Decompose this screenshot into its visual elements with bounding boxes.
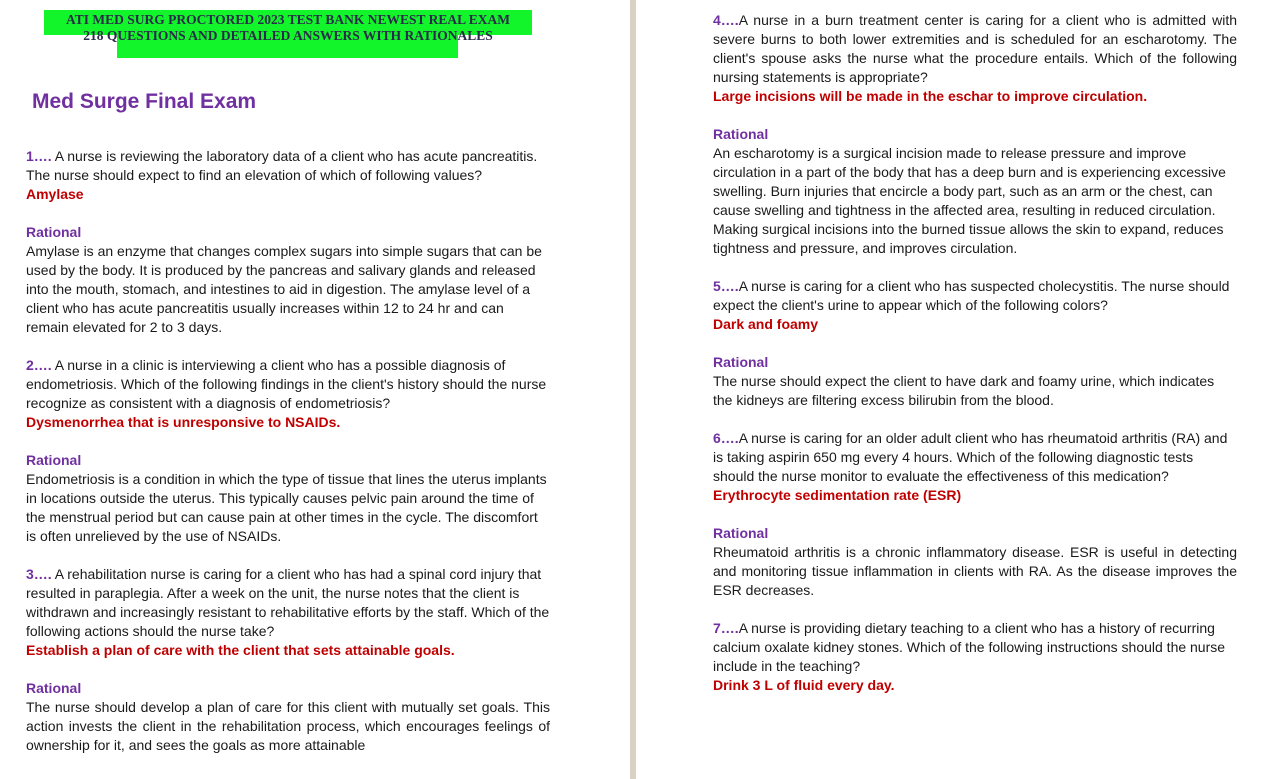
question-body: A rehabilitation nurse is caring for a client who has had a spinal cord injury that resulted in paraplegia. After a week on the unit, the nurse notes that the client is withdrawn and increasingly resistant to rehabilitative efforts by the staff. Which of the following actions should the nurse take? [26, 566, 550, 639]
answer-text: Drink 3 L of fluid every day. [713, 677, 895, 693]
question-number: 5…. [713, 278, 739, 294]
answer-text: Large incisions will be made in the eschar to improve circulation. [713, 88, 1148, 104]
question-item [713, 277, 1237, 410]
question-number: 6…. [713, 430, 739, 446]
question-item [713, 429, 1237, 600]
question-item [713, 11, 1237, 258]
answer-text: Establish a plan of care with the client that sets attainable goals. [26, 642, 455, 658]
document-title: Med Surge Final Exam [32, 90, 257, 113]
rationale-heading: Rational [26, 224, 82, 240]
answer-text: Amylase [26, 186, 84, 202]
rationale-heading: Rational [26, 680, 82, 696]
question-text [26, 565, 550, 641]
question-text [713, 277, 1237, 315]
question-body: A nurse is caring for a client who has suspected cholecystitis. The nurse should expect the client's urine to appear which of the following colors? [713, 278, 1230, 313]
question-number: 4…. [713, 12, 739, 28]
answer-text: Dysmenorrhea that is unresponsive to NSAIDs. [26, 414, 341, 430]
left-page [0, 0, 630, 779]
question-text [713, 429, 1237, 486]
question-body: A nurse in a clinic is interviewing a client who has a possible diagnosis of endometriosis. Which of the following findings in the client's history should the nurse recognize as consistent with a diagnosis of endometriosis? [26, 357, 547, 411]
question-item [26, 565, 550, 755]
question-body: A nurse is caring for an older adult client who has rheumatoid arthritis (RA) and is taking aspirin 650 mg every 4 hours. Which of the following diagnostic tests should the nurse monitor to evaluate the effectiveness of this medication? [713, 430, 1228, 484]
banner-text [44, 12, 532, 44]
banner-line-1: ATI MED SURG PROCTORED 2023 TEST BANK NEWEST REAL EXAM [66, 12, 510, 27]
rationale-heading: Rational [26, 452, 82, 468]
question-text [26, 147, 550, 185]
answer-text: Dark and foamy [713, 316, 819, 332]
left-column [26, 147, 550, 755]
right-column [713, 11, 1237, 695]
question-body: A nurse in a burn treatment center is caring for a client who is admitted with severe burns to both lower extremities and is scheduled for an escharotomy. The client's spouse asks the nurse what the procedure entails. Which of the following nursing statements is appropriate? [713, 12, 1237, 85]
rationale-text: The nurse should develop a plan of care for this client with mutually set goals. This action invests the client in the rehabilitation process, which encourages feelings of ownership for it, and sees the goals as more attainable [26, 699, 550, 753]
rationale-text: Amylase is an enzyme that changes complex sugars into simple sugars that can be used by the body. It is produced by the pancreas and salivary glands and released into the mouth, stomach, and intestines to aid in digestion. The amylase level of a client who has acute pancreatitis usually increases within 12 to 24 hr and can remain elevated for 2 to 3 days. [26, 243, 542, 335]
rationale-text: An escharotomy is a surgical incision made to release pressure and improve circulation in a part of the body that has a deep burn and is experiencing excessive swelling. Burn injuries that encircle a body part, such as an arm or the chest, can cause swelling and tightness in the affected area, resulting in reduced circulation. Making surgical incisions into the burned tissue allows the skin to expand, reduces tightness and pressure, and improves circulation. [713, 145, 1226, 256]
banner-line-2: 218 QUESTIONS AND DETAILED ANSWERS WITH RATIONALES [83, 28, 493, 43]
question-number: 3…. [26, 566, 52, 582]
question-item [26, 356, 550, 546]
question-text [713, 11, 1237, 87]
question-number: 7…. [713, 620, 739, 636]
rationale-heading: Rational [713, 126, 769, 142]
question-text [26, 356, 550, 413]
rationale-heading: Rational [713, 354, 769, 370]
rationale-text: Endometriosis is a condition in which the type of tissue that lines the uterus implants in locations outside the uterus. This typically causes pelvic pain around the time of the menstrual period but can cause pain at other times in the cycle. The discomfort is often unrelieved by the use of NSAIDs. [26, 471, 547, 544]
question-item [26, 147, 550, 337]
rationale-text: Rheumatoid arthritis is a chronic inflammatory disease. ESR is useful in detecting and monitoring tissue inflammation in clients with RA. As the disease improves the ESR decreases. [713, 544, 1237, 598]
answer-text: Erythrocyte sedimentation rate (ESR) [713, 487, 962, 503]
question-text [713, 619, 1237, 676]
question-number: 1…. [26, 148, 52, 164]
rationale-heading: Rational [713, 525, 769, 541]
header-banner [44, 10, 532, 58]
question-number: 2…. [26, 357, 52, 373]
question-body: A nurse is reviewing the laboratory data of a client who has acute pancreatitis. The nurse should expect to find an elevation of which of following values? [26, 148, 538, 183]
question-item [713, 619, 1237, 695]
rationale-text: The nurse should expect the client to have dark and foamy urine, which indicates the kidneys are filtering excess bilirubin from the blood. [713, 373, 1215, 408]
question-body: A nurse is providing dietary teaching to a client who has a history of recurring calcium oxalate kidney stones. Which of the following instructions should the nurse include in the teaching? [713, 620, 1226, 674]
right-page [636, 0, 1285, 779]
